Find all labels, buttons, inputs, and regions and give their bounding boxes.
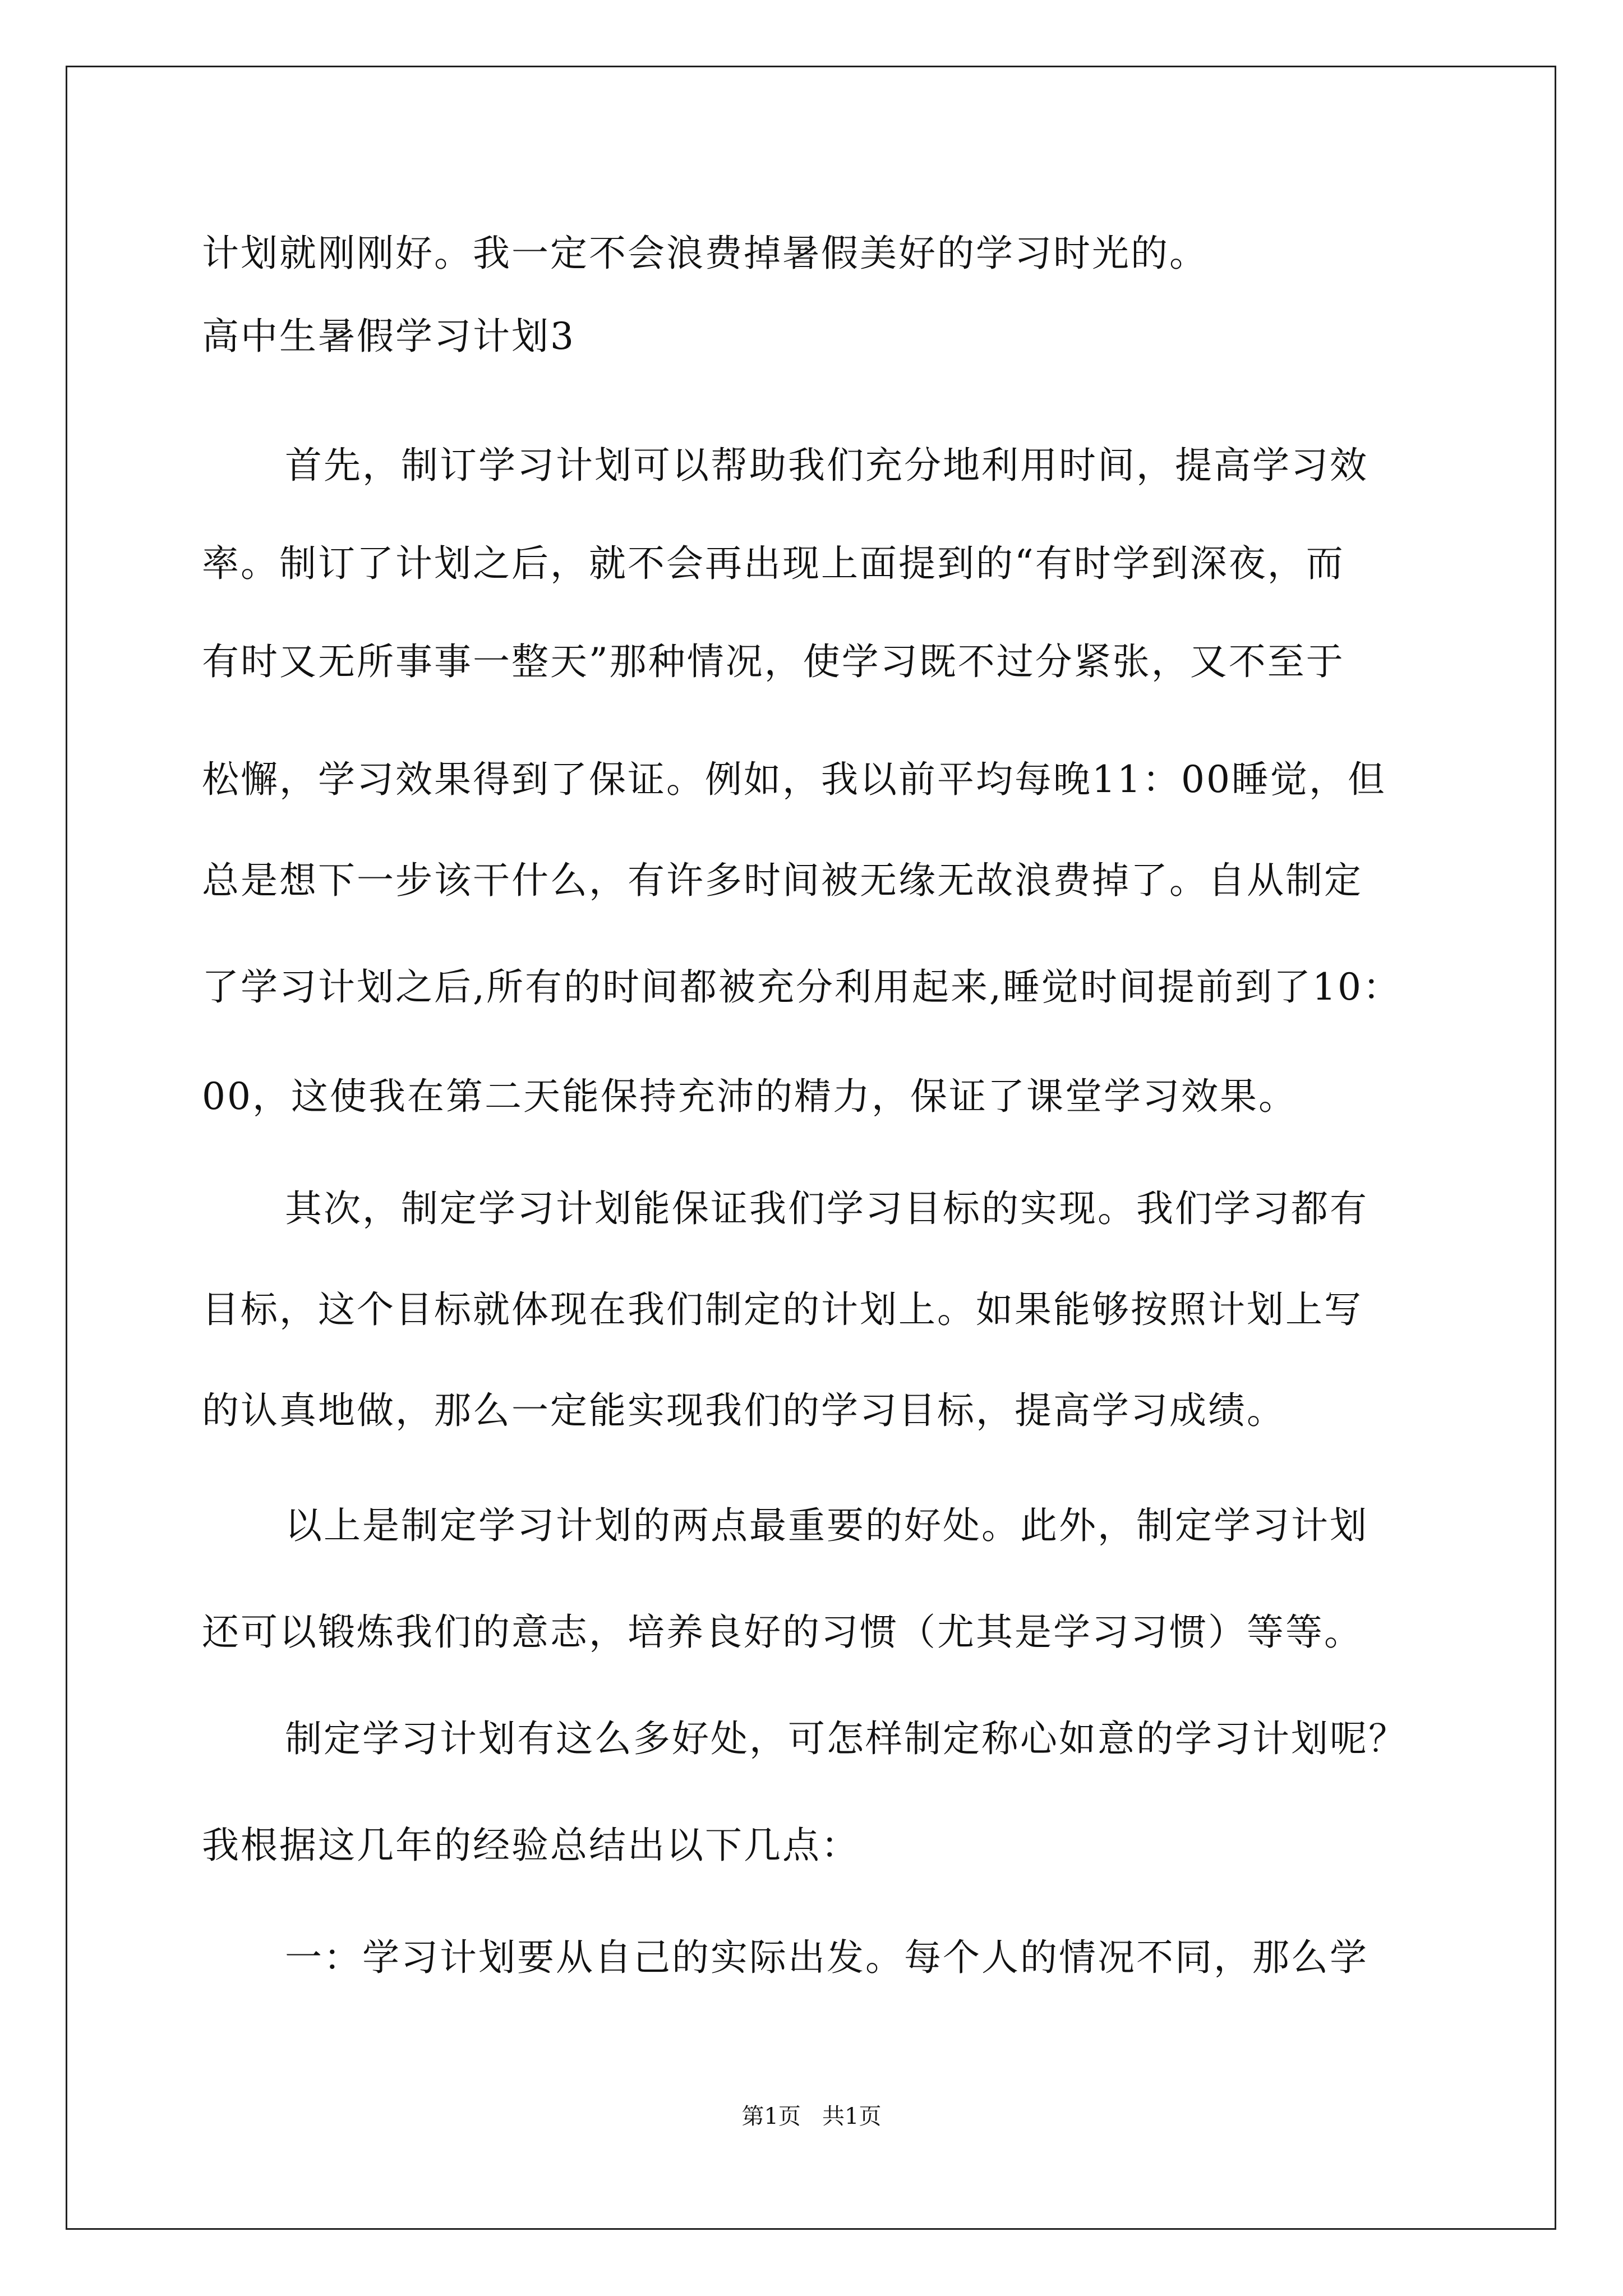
paragraph-line: 计划就刚刚好。我一定不会浪费掉暑假美好的学习时光的。 <box>202 232 1208 275</box>
page-footer: 第1页 共1页 <box>741 2104 882 2129</box>
paragraph-line: 以上是制定学习计划的两点最重要的好处。此外，制定学习计划 <box>285 1504 1368 1547</box>
paragraph-line: 有时又无所事事一整天”那种情况，使学习既不过分紧张，又不至于 <box>202 640 1345 683</box>
paragraph-line: 一：学习计划要从自己的实际出发。每个人的情况不同，那么学 <box>285 1936 1368 1979</box>
section-heading: 高中生暑假学习计划3 <box>202 315 575 358</box>
paragraph-line: 首先，制订学习计划可以帮助我们充分地利用时间，提高学习效 <box>285 444 1368 487</box>
paragraph-line: 还可以锻炼我们的意志，培养良好的习惯（尤其是学习习惯）等等。 <box>202 1611 1363 1654</box>
paragraph-line: 目标，这个目标就体现在我们制定的计划上。如果能够按照计划上写 <box>202 1288 1363 1331</box>
paragraph-line: 我根据这几年的经验总结出以下几点： <box>202 1824 860 1867</box>
paragraph-line: 率。制订了计划之后，就不会再出现上面提到的“有时学到深夜，而 <box>202 542 1345 585</box>
page-border <box>66 66 1556 2230</box>
paragraph-line: 松懈，学习效果得到了保证。例如，我以前平均每晚11：00睡觉，但 <box>202 758 1386 801</box>
paragraph-line: 了学习计划之后,所有的时间都被充分利用起来,睡觉时间提前到了10： <box>202 965 1401 1009</box>
paragraph-line: 其次，制定学习计划能保证我们学习目标的实现。我们学习都有 <box>285 1187 1368 1230</box>
paragraph-line: 00，这使我在第二天能保持充沛的精力，保证了课堂学习效果。 <box>202 1075 1297 1118</box>
paragraph-line: 制定学习计划有这么多好处，可怎样制定称心如意的学习计划呢？ <box>285 1717 1407 1760</box>
paragraph-line: 的认真地做，那么一定能实现我们的学习目标，提高学习成绩。 <box>202 1389 1285 1432</box>
paragraph-line: 总是想下一步该干什么，有许多时间被无缘无故浪费掉了。自从制定 <box>202 859 1363 902</box>
